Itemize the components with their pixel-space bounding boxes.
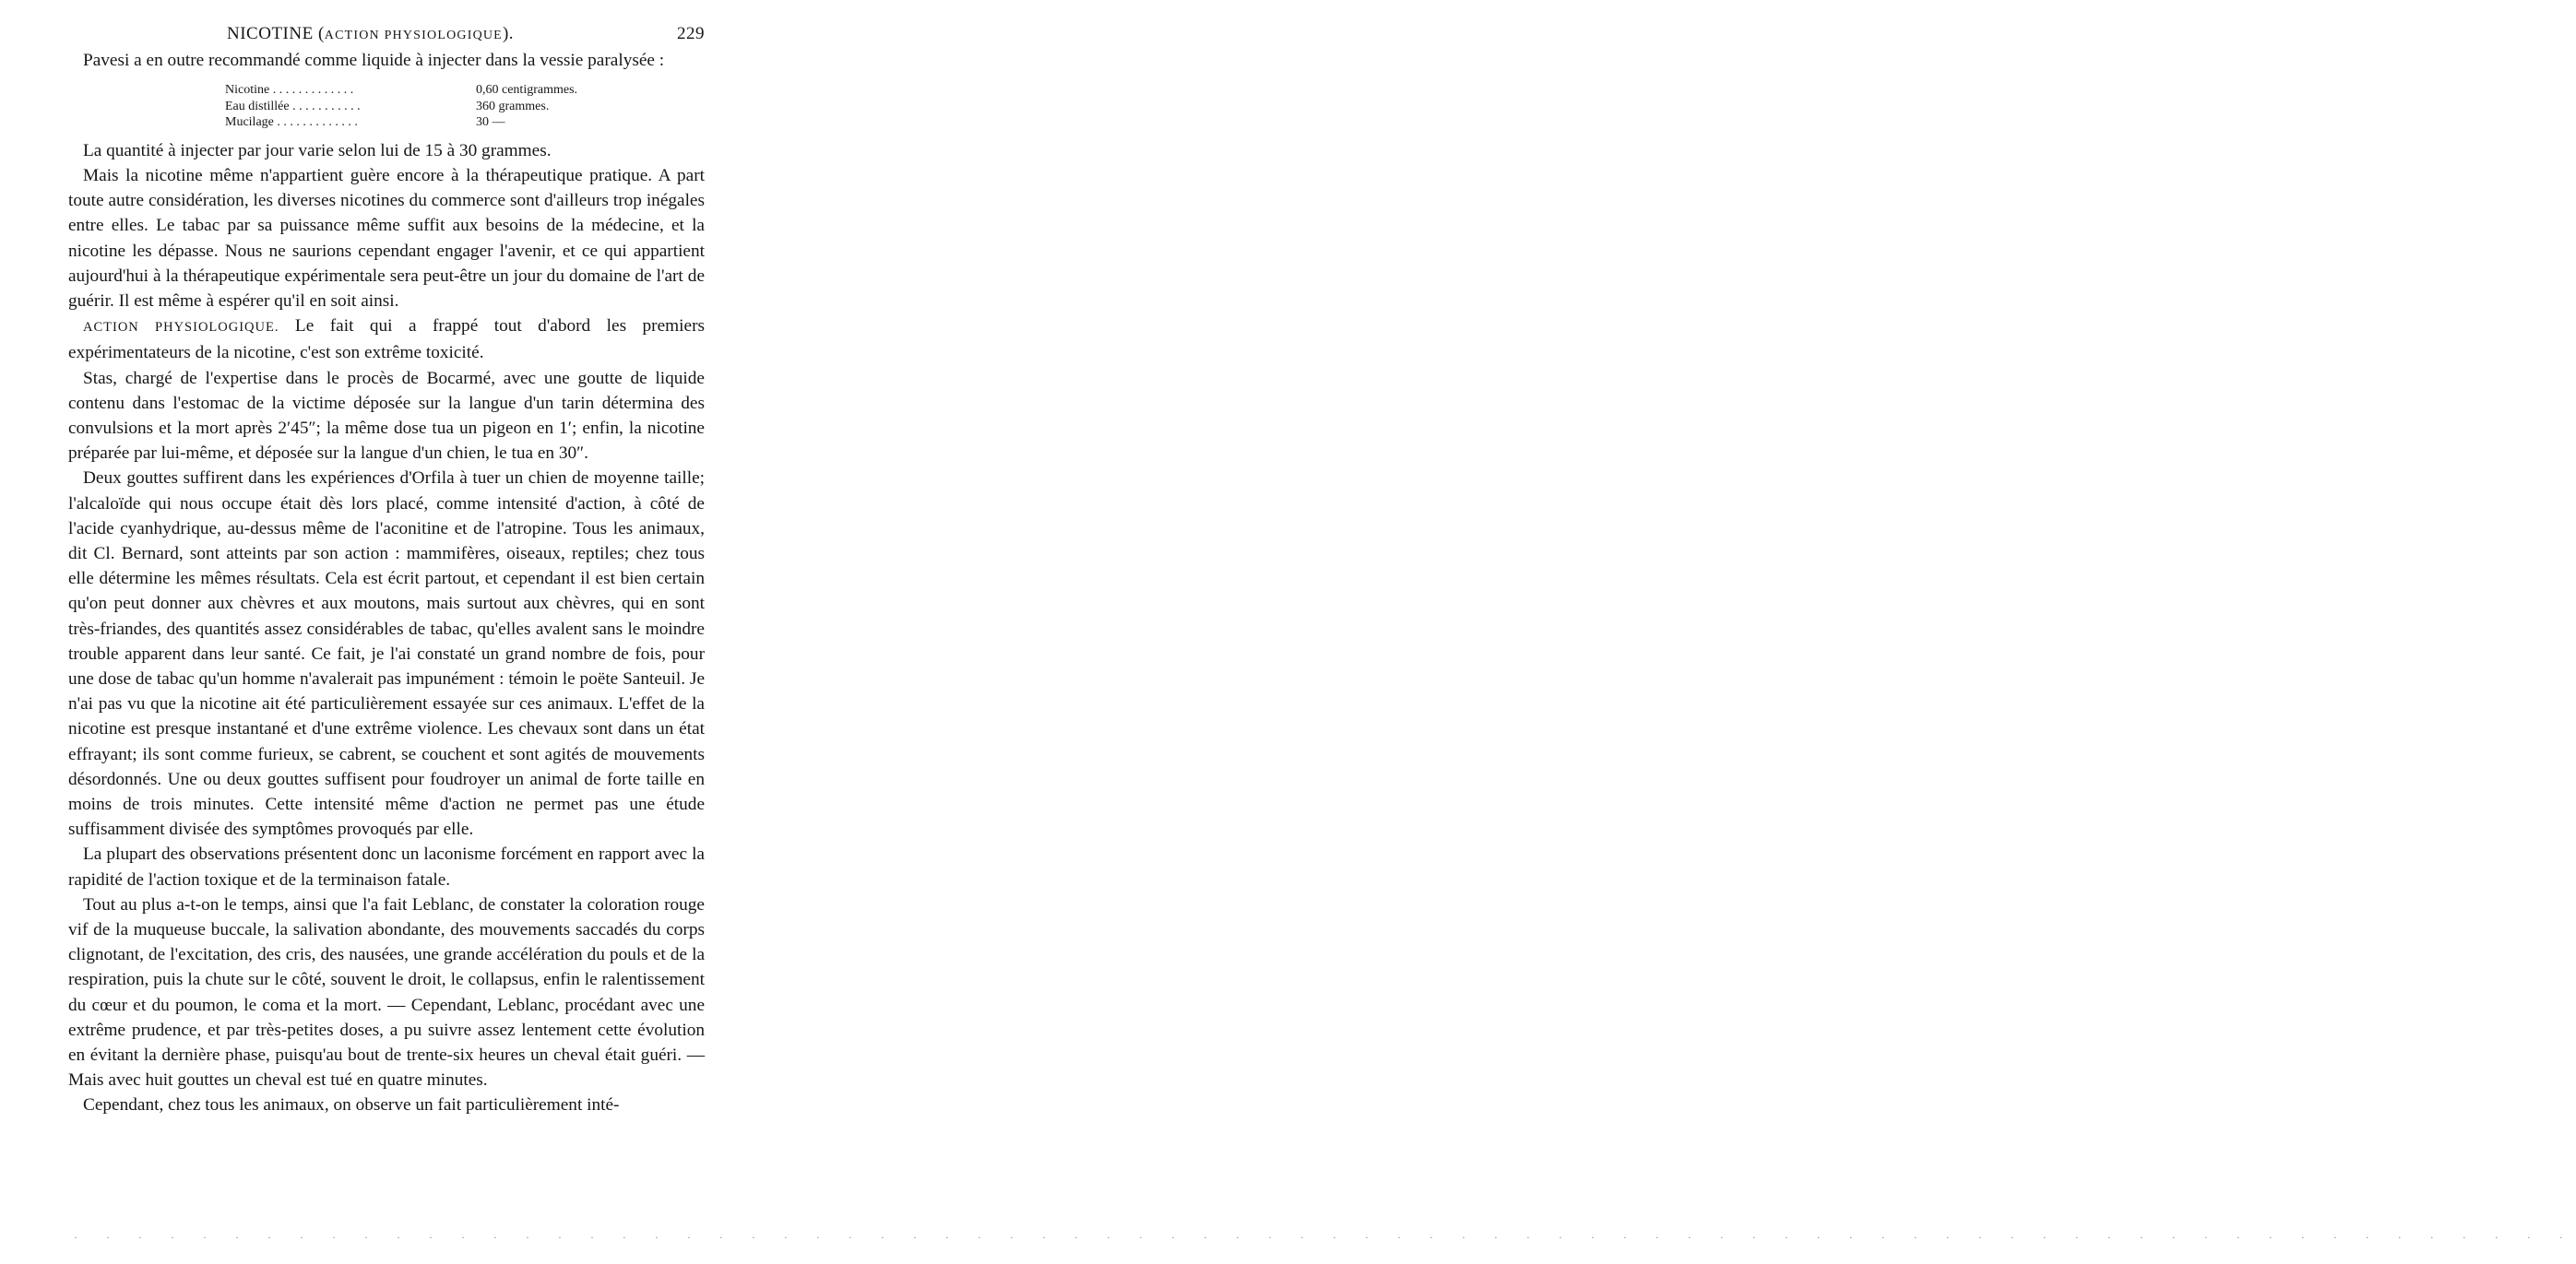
formula-ingredient: Mucilage . . . . . . . . . . . . .: [225, 115, 358, 130]
running-title: [227, 24, 514, 44]
paragraph-orfila: Deux gouttes suffirent dans les expériences d'Orfila à tuer un chien de moyenne taille; l'alcaloïde qui nous occupe était dès lors placé, comme intensité d'action, à côté de l'acide cyanhydrique, au-dessus même de l'aconitine et de l'atropine. Tous les animaux, dit Cl. Bernard, sont atteints par son action : mammifères, oiseaux, reptiles; chez tous elle détermine les mêmes résultats. Cela est écrit partout, et cependant il est bien certain qu'on peut donner aux chèvres et aux moutons, mais surtout aux chèvres, qui en sont très-friandes, des quantités assez considérables de tabac, qu'elles avalent sans le moindre trouble apparent dans leur santé. Ce fait, je l'ai constaté un grand nombre de fois, pour une dose de tabac qu'un homme n'avalerait pas impunément : témoin le poëte Santeuil. Je n'ai pas vu que la nicotine ait été particulièrement essayée sur ces animaux. L'effet de la nicotine est presque instantané et d'une extrême violence. Les chevaux sont dans un état effrayant; ils sont comme furieux, se cabrent, se couchent et sont agités de mouvements désordonnés. Une ou deux gouttes suffisent pour foudroyer un animal de forte taille en moins de trois minutes. Cette intensité même d'action ne permet pas une étude suffisamment divisée des symptômes provoqués par elle.: [68, 468, 705, 840]
formula-quantity: 30 —: [476, 115, 505, 130]
book-page: [68, 24, 705, 1118]
paragraph-action-physiologique: [68, 313, 705, 365]
running-title-smallcaps: ACTION PHYSIOLOGIQUE: [324, 29, 503, 42]
page-bottom-specks: · · · · · · · · · · · · · · · · · · · · · · · · · · · · · · · · · · · · · · · · · · · · · · · · · · · · · · · · · · · · · · · · · · · · · · · · · · · · · ·: [74, 1231, 2576, 1244]
paragraph-leblanc: Tout au plus a-t-on le temps, ainsi que l'a fait Leblanc, de constater la coloration rouge vif de la muqueuse buccale, la salivation abondante, des mouvements saccadés du corps clignotant, de l'excitation, des cris, des nausées, une grande accélération du pouls et de la respiration, puis la chute sur le côté, souvent le droit, le collapsus, enfin le ralentissement du cœur et du poumon, le coma et la mort. — Cependant, Leblanc, procédant avec une extrême prudence, et par très-petites doses, a pu suivre assez lentement cette évolution en évitant la dernière phase, puisqu'au bout de trente-six heures un cheval était guéri. — Mais avec huit gouttes un cheval est tué en quatre minutes.: [68, 894, 705, 1091]
paragraph-continuation: Cependant, chez tous les animaux, on observe un fait particulièrement inté-: [83, 1095, 620, 1116]
intro-paragraph: Pavesi a en outre recommandé comme liquide à injecter dans la vessie paralysée :: [83, 51, 665, 70]
formula-row: [225, 99, 603, 115]
paragraph-observations: La plupart des observations présentent donc un laconisme forcément en rapport avec la rapidité de l'action toxique et de la terminaison fatale.: [68, 845, 705, 890]
formula-quantity: 0,60 centigrammes.: [476, 83, 578, 98]
formula-ingredient: Eau distillée . . . . . . . . . . .: [225, 99, 361, 113]
formula-row: [225, 82, 603, 99]
paragraph-stas: Stas, chargé de l'expertise dans le procès de Bocarmé, avec une goutte de liquide contenu dans l'estomac de la victime déposée sur la langue d'un tarin détermina des convulsions et la mort après 2′45″; la même dose tua un pigeon en 1′; enfin, la nicotine préparée par lui-même, et déposée sur la langue d'un chien, le tua en 30″.: [68, 368, 705, 464]
page-number: 229: [677, 24, 705, 43]
formula-table: [225, 82, 705, 131]
section-heading: ACTION PHYSIOLOGIQUE.: [83, 320, 279, 336]
paragraph-therapeutics: Mais la nicotine même n'appartient guère encore à la thérapeutique pratique. A part toute autre considération, les diverses nicotines du commerce sont d'ailleurs trop inégales entre elles. Le tabac par sa puissance même suffit aux besoins de la médecine, et la nicotine les dépasse. Nous ne saurions cependant engager l'avenir, et ce qui appartient aujourd'hui à la thérapeutique expérimentale sera peut-être un jour du domaine de l'art de guérir. Il est même à espérer qu'il en soit ainsi.: [68, 165, 705, 311]
running-title-main: NICOTINE (: [227, 24, 325, 43]
formula-ingredient: Nicotine . . . . . . . . . . . . .: [225, 83, 354, 98]
formula-quantity: 360 grammes.: [476, 99, 550, 113]
paragraph-dose: La quantité à injecter par jour varie selon lui de 15 à 30 grammes.: [83, 140, 552, 160]
formula-row: [225, 114, 603, 131]
section-heading-text: Le fait qui a frappé tout d'abord les premiers expérimentateurs de la nicotine, c'est son extrême toxicité.: [68, 316, 705, 363]
running-title-end: ).: [502, 24, 515, 43]
running-head: [68, 24, 705, 48]
